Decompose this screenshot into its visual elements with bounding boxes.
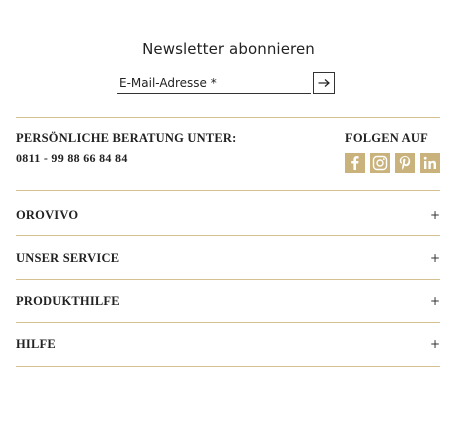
- social-icons: [345, 153, 445, 173]
- divider: [16, 366, 440, 367]
- accordion-item-hilfe[interactable]: [16, 334, 440, 354]
- linkedin-icon[interactable]: [420, 153, 440, 173]
- accordion-item-orovivo[interactable]: [16, 205, 440, 225]
- newsletter-form: [117, 72, 335, 96]
- arrow-right-icon: [318, 78, 330, 88]
- social-label: FOLGEN AUF: [345, 131, 428, 145]
- accordion-label: OROVIVO: [16, 207, 79, 222]
- instagram-icon[interactable]: [370, 153, 390, 173]
- accordion-item-produkthilfe[interactable]: [16, 291, 440, 311]
- plus-icon: +: [429, 251, 440, 265]
- plus-icon: +: [429, 337, 440, 351]
- email-field[interactable]: [117, 72, 311, 94]
- contact-label: PERSÖNLICHE BERATUNG UNTER:: [16, 131, 237, 145]
- accordion-label: PRODUKTHILFE: [16, 293, 120, 308]
- divider: [16, 190, 440, 191]
- divider: [16, 235, 440, 236]
- pinterest-icon[interactable]: [395, 153, 415, 173]
- divider: [16, 279, 440, 280]
- facebook-icon[interactable]: [345, 153, 365, 173]
- contact-phone[interactable]: 0811 - 99 88 66 84 84: [16, 151, 128, 165]
- accordion-label: HILFE: [16, 336, 56, 351]
- social-block: [345, 131, 445, 173]
- newsletter-title: Newsletter abonnieren: [142, 40, 315, 58]
- contact-block: [16, 131, 236, 166]
- plus-icon: +: [429, 294, 440, 308]
- newsletter-submit-button[interactable]: [313, 72, 335, 94]
- plus-icon: +: [429, 208, 440, 222]
- divider: [16, 322, 440, 323]
- divider: [16, 117, 440, 118]
- accordion-label: UNSER SERVICE: [16, 250, 120, 265]
- accordion-item-unser-service[interactable]: [16, 248, 440, 268]
